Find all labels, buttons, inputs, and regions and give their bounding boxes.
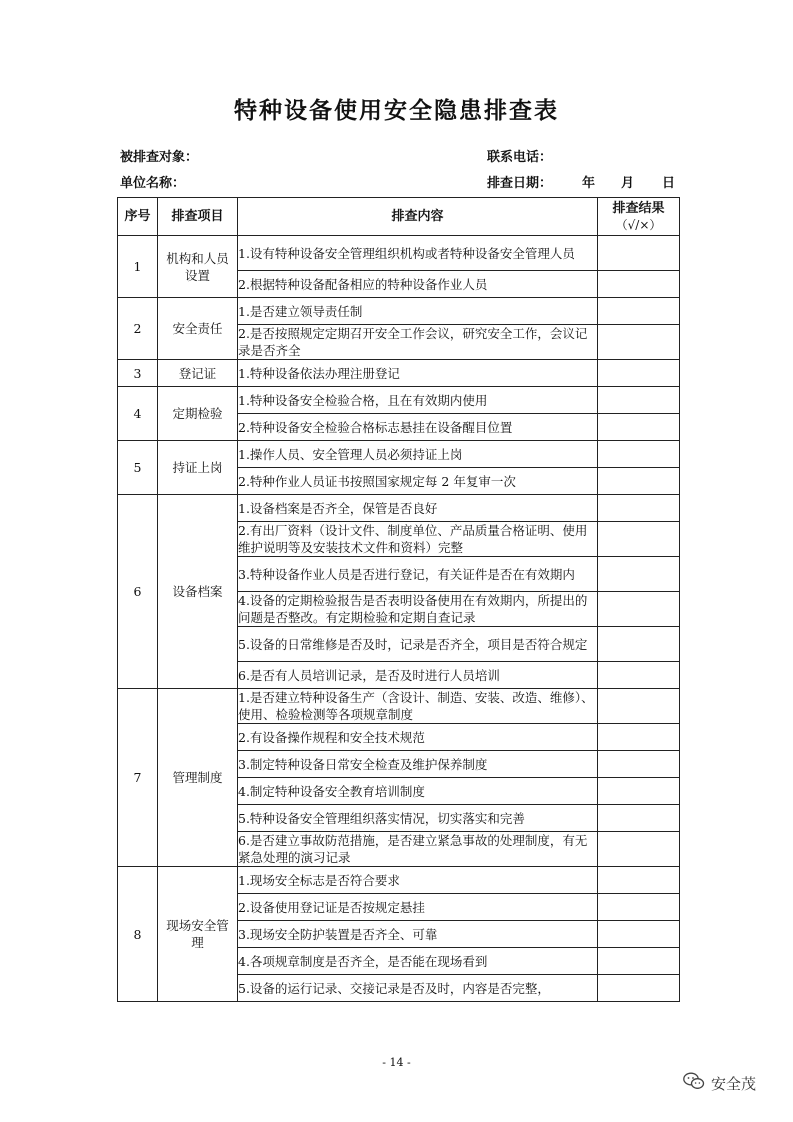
inspection-content: 5.设备的运行记录、交接记录是否及时，内容是否完整， [238,975,598,1002]
object-label: 被排查对象： [120,150,199,165]
date-month: 月 [621,176,635,191]
inspection-content: 2.是否按照规定定期召开安全工作会议，研究安全工作，会议记录是否齐全 [238,325,598,360]
inspection-content: 1.特种设备依法办理注册登记 [238,360,598,387]
result-cell[interactable] [598,948,680,975]
inspection-content: 1.操作人员、安全管理人员必须持证上岗 [238,441,598,468]
result-cell[interactable] [598,468,680,495]
result-cell[interactable] [598,921,680,948]
result-cell[interactable] [598,832,680,867]
table-row [118,495,680,522]
header-content: 排查内容 [238,198,598,236]
header-item: 排查项目 [158,198,238,236]
result-cell[interactable] [598,557,680,592]
row-number: 4 [118,387,158,441]
inspection-item: 设备档案 [158,495,238,689]
inspection-item: 现场安全管理 [158,867,238,1002]
result-cell[interactable] [598,298,680,325]
result-cell[interactable] [598,495,680,522]
inspection-content: 2.特种设备安全检验合格标志悬挂在设备醒目位置 [238,414,598,441]
row-number: 7 [118,689,158,867]
inspection-content: 2.有设备操作规程和安全技术规范 [238,724,598,751]
inspection-content: 2.设备使用登记证是否按规定悬挂 [238,894,598,921]
result-cell[interactable] [598,592,680,627]
phone-label: 联系电话： [487,150,553,165]
result-cell[interactable] [598,867,680,894]
header-no: 序号 [118,198,158,236]
inspection-content: 4.制定特种设备安全教育培训制度 [238,778,598,805]
date-day: 日 [662,176,676,191]
result-cell[interactable] [598,522,680,557]
result-cell[interactable] [598,751,680,778]
result-cell[interactable] [598,627,680,662]
inspection-item: 管理制度 [158,689,238,867]
inspection-content: 5.设备的日常维修是否及时，记录是否齐全，项目是否符合规定 [238,627,598,662]
result-cell[interactable] [598,689,680,724]
inspection-item: 定期检验 [158,387,238,441]
result-cell[interactable] [598,975,680,1002]
result-cell[interactable] [598,360,680,387]
inspection-content: 5.特种设备安全管理组织落实情况，切实落实和完善 [238,805,598,832]
inspection-content: 1.特种设备安全检验合格，且在有效期内使用 [238,387,598,414]
result-cell[interactable] [598,778,680,805]
row-number: 8 [118,867,158,1002]
watermark [683,1072,756,1094]
table-row [118,867,680,894]
table-row [118,387,680,414]
result-cell[interactable] [598,894,680,921]
wechat-icon [683,1072,705,1094]
row-number: 2 [118,298,158,360]
row-number: 1 [118,236,158,298]
inspection-content: 3.特种设备作业人员是否进行登记，有关证件是否在有效期内 [238,557,598,592]
inspection-content: 1.是否建立领导责任制 [238,298,598,325]
table-row [118,298,680,325]
result-cell[interactable] [598,662,680,689]
row-number: 6 [118,495,158,689]
result-cell[interactable] [598,236,680,271]
page-number: - 14 - [382,1056,411,1069]
table-row [118,360,680,387]
unit-label: 单位名称： [120,176,186,191]
row-number: 5 [118,441,158,495]
result-cell[interactable] [598,441,680,468]
inspection-content: 2.有出厂资料（设计文件、制度单位、产品质量合格证明、使用维护说明等及安装技术文件和资料）完整 [238,522,598,557]
inspection-item: 持证上岗 [158,441,238,495]
inspection-content: 4.设备的定期检验报告是否表明设备使用在有效期内，所提出的问题是否整改。有定期检验和定期自查记录 [238,592,598,627]
result-cell[interactable] [598,325,680,360]
inspection-content: 1.设备档案是否齐全，保管是否良好 [238,495,598,522]
header-result [598,198,680,236]
inspection-content: 6.是否有人员培训记录，是否及时进行人员培训 [238,662,598,689]
inspection-content: 2.特种作业人员证书按照国家规定每 2 年复审一次 [238,468,598,495]
inspection-content: 2.根据特种设备配备相应的特种设备作业人员 [238,271,598,298]
date-label: 排查日期： [487,176,553,191]
date-year: 年 [582,176,596,191]
table-row [118,236,680,271]
header-result-label: 排查结果 [612,200,665,216]
inspection-content: 1.是否建立特种设备生产（含设计、制造、安装、改造、维修）、使用、检验检测等各项规章制度 [238,689,598,724]
result-cell[interactable] [598,414,680,441]
inspection-content: 3.现场安全防护装置是否齐全、可靠 [238,921,598,948]
inspection-content: 1.设有特种设备安全管理组织机构或者特种设备安全管理人员 [238,236,598,271]
result-cell[interactable] [598,387,680,414]
watermark-text: 安全茂 [711,1074,757,1093]
table-row [118,441,680,468]
inspection-content: 3.制定特种设备日常安全检查及维护保养制度 [238,751,598,778]
inspection-table [117,197,680,1002]
header-result-sub: （√/×） [615,217,662,232]
inspection-item: 机构和人员设置 [158,236,238,298]
result-cell[interactable] [598,724,680,751]
result-cell[interactable] [598,805,680,832]
inspection-item: 登记证 [158,360,238,387]
row-number: 3 [118,360,158,387]
result-cell[interactable] [598,271,680,298]
table-row [118,689,680,724]
inspection-content: 1.现场安全标志是否符合要求 [238,867,598,894]
inspection-item: 安全责任 [158,298,238,360]
inspection-content: 4.各项规章制度是否齐全，是否能在现场看到 [238,948,598,975]
header-row [118,198,680,236]
page-title: 特种设备使用安全隐患排查表 [234,98,559,124]
inspection-content: 6.是否建立事故防范措施，是否建立紧急事故的处理制度，有无紧急处理的演习记录 [238,832,598,867]
